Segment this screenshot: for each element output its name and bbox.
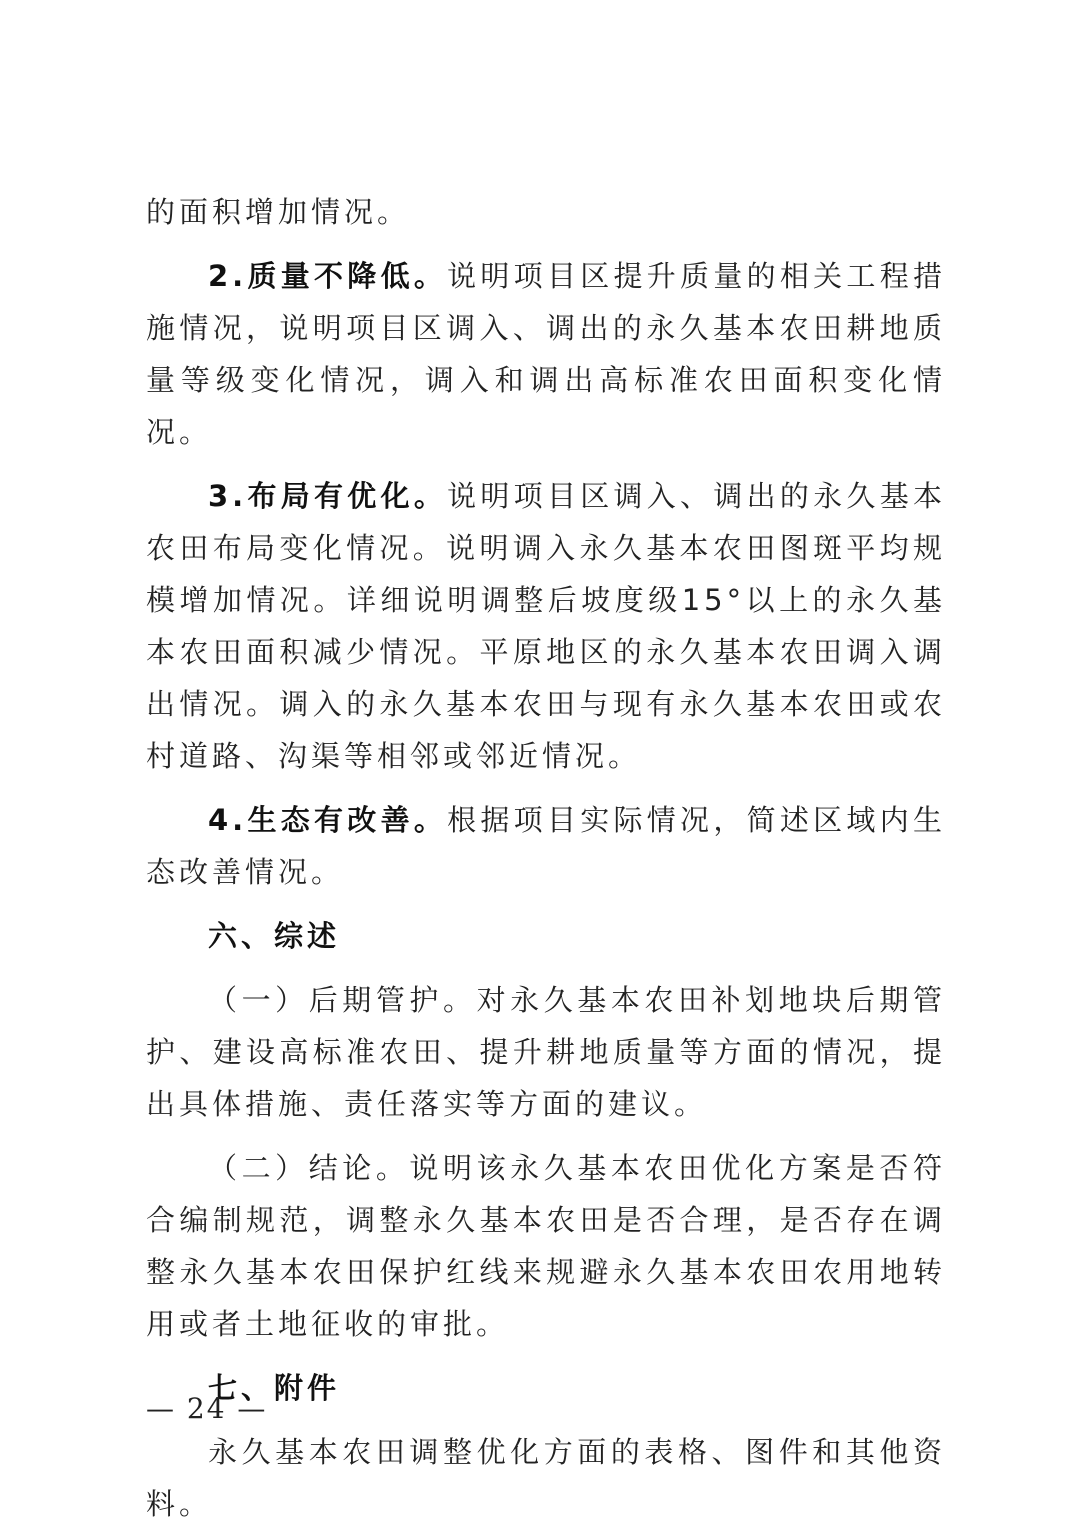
paragraph-layout (146, 470, 946, 782)
paragraph-maintenance (146, 974, 946, 1130)
section-heading-summary: 六、综述 (208, 919, 341, 953)
document-body (146, 186, 946, 1530)
paragraph-text-quality: 说明项目区提升质量的相关工程措施情况，说明项目区调入、调出的永久基本农田耕地质量等级变化情况，调入和调出高标准农田面积变化情况。 (146, 259, 946, 449)
paragraph-lead-ecology: 4.生态有改善。 (208, 803, 448, 837)
paragraph-text-attachments: 永久基本农田调整优化方面的表格、图件和其他资料。 (146, 1435, 946, 1521)
paragraph-text-maintenance: （一）后期管护。对永久基本农田补划地块后期管护、建设高标准农田、提升耕地质量等方面的情况，提出具体措施、责任落实等方面的建议。 (146, 983, 946, 1121)
paragraph-text-ecology: 根据项目实际情况，简述区域内生态改善情况。 (146, 803, 946, 889)
paragraph-lead-layout: 3.布局有优化。 (208, 479, 448, 513)
page-number: — 24 — (146, 1392, 268, 1425)
paragraph-text-conclusion: （二）结论。说明该永久基本农田优化方案是否符合编制规范，调整永久基本农田是否合理，是否存在调整永久基本农田保护红线来规避永久基本农田农用地转用或者土地征收的审批。 (146, 1151, 946, 1341)
section-heading-attachments: 七、附件 (208, 1371, 341, 1405)
paragraph-text: 的面积增加情况。 (146, 195, 411, 229)
paragraph-conclusion (146, 1142, 946, 1350)
paragraph-text-layout: 说明项目区调入、调出的永久基本农田布局变化情况。说明调入永久基本农田图斑平均规模增加情况。详细说明调整后坡度级15°以上的永久基本农田面积减少情况。平原地区的永久基本农田调入调出情况。调入的永久基本农田与现有永久基本农田或农村道路、沟渠等相邻或邻近情况。 (146, 479, 946, 773)
paragraph-continuation (146, 186, 946, 238)
paragraph-attachments (146, 1426, 946, 1530)
paragraph-lead-quality: 2.质量不降低。 (208, 259, 448, 293)
paragraph-quality (146, 250, 946, 458)
paragraph-ecology (146, 794, 946, 898)
